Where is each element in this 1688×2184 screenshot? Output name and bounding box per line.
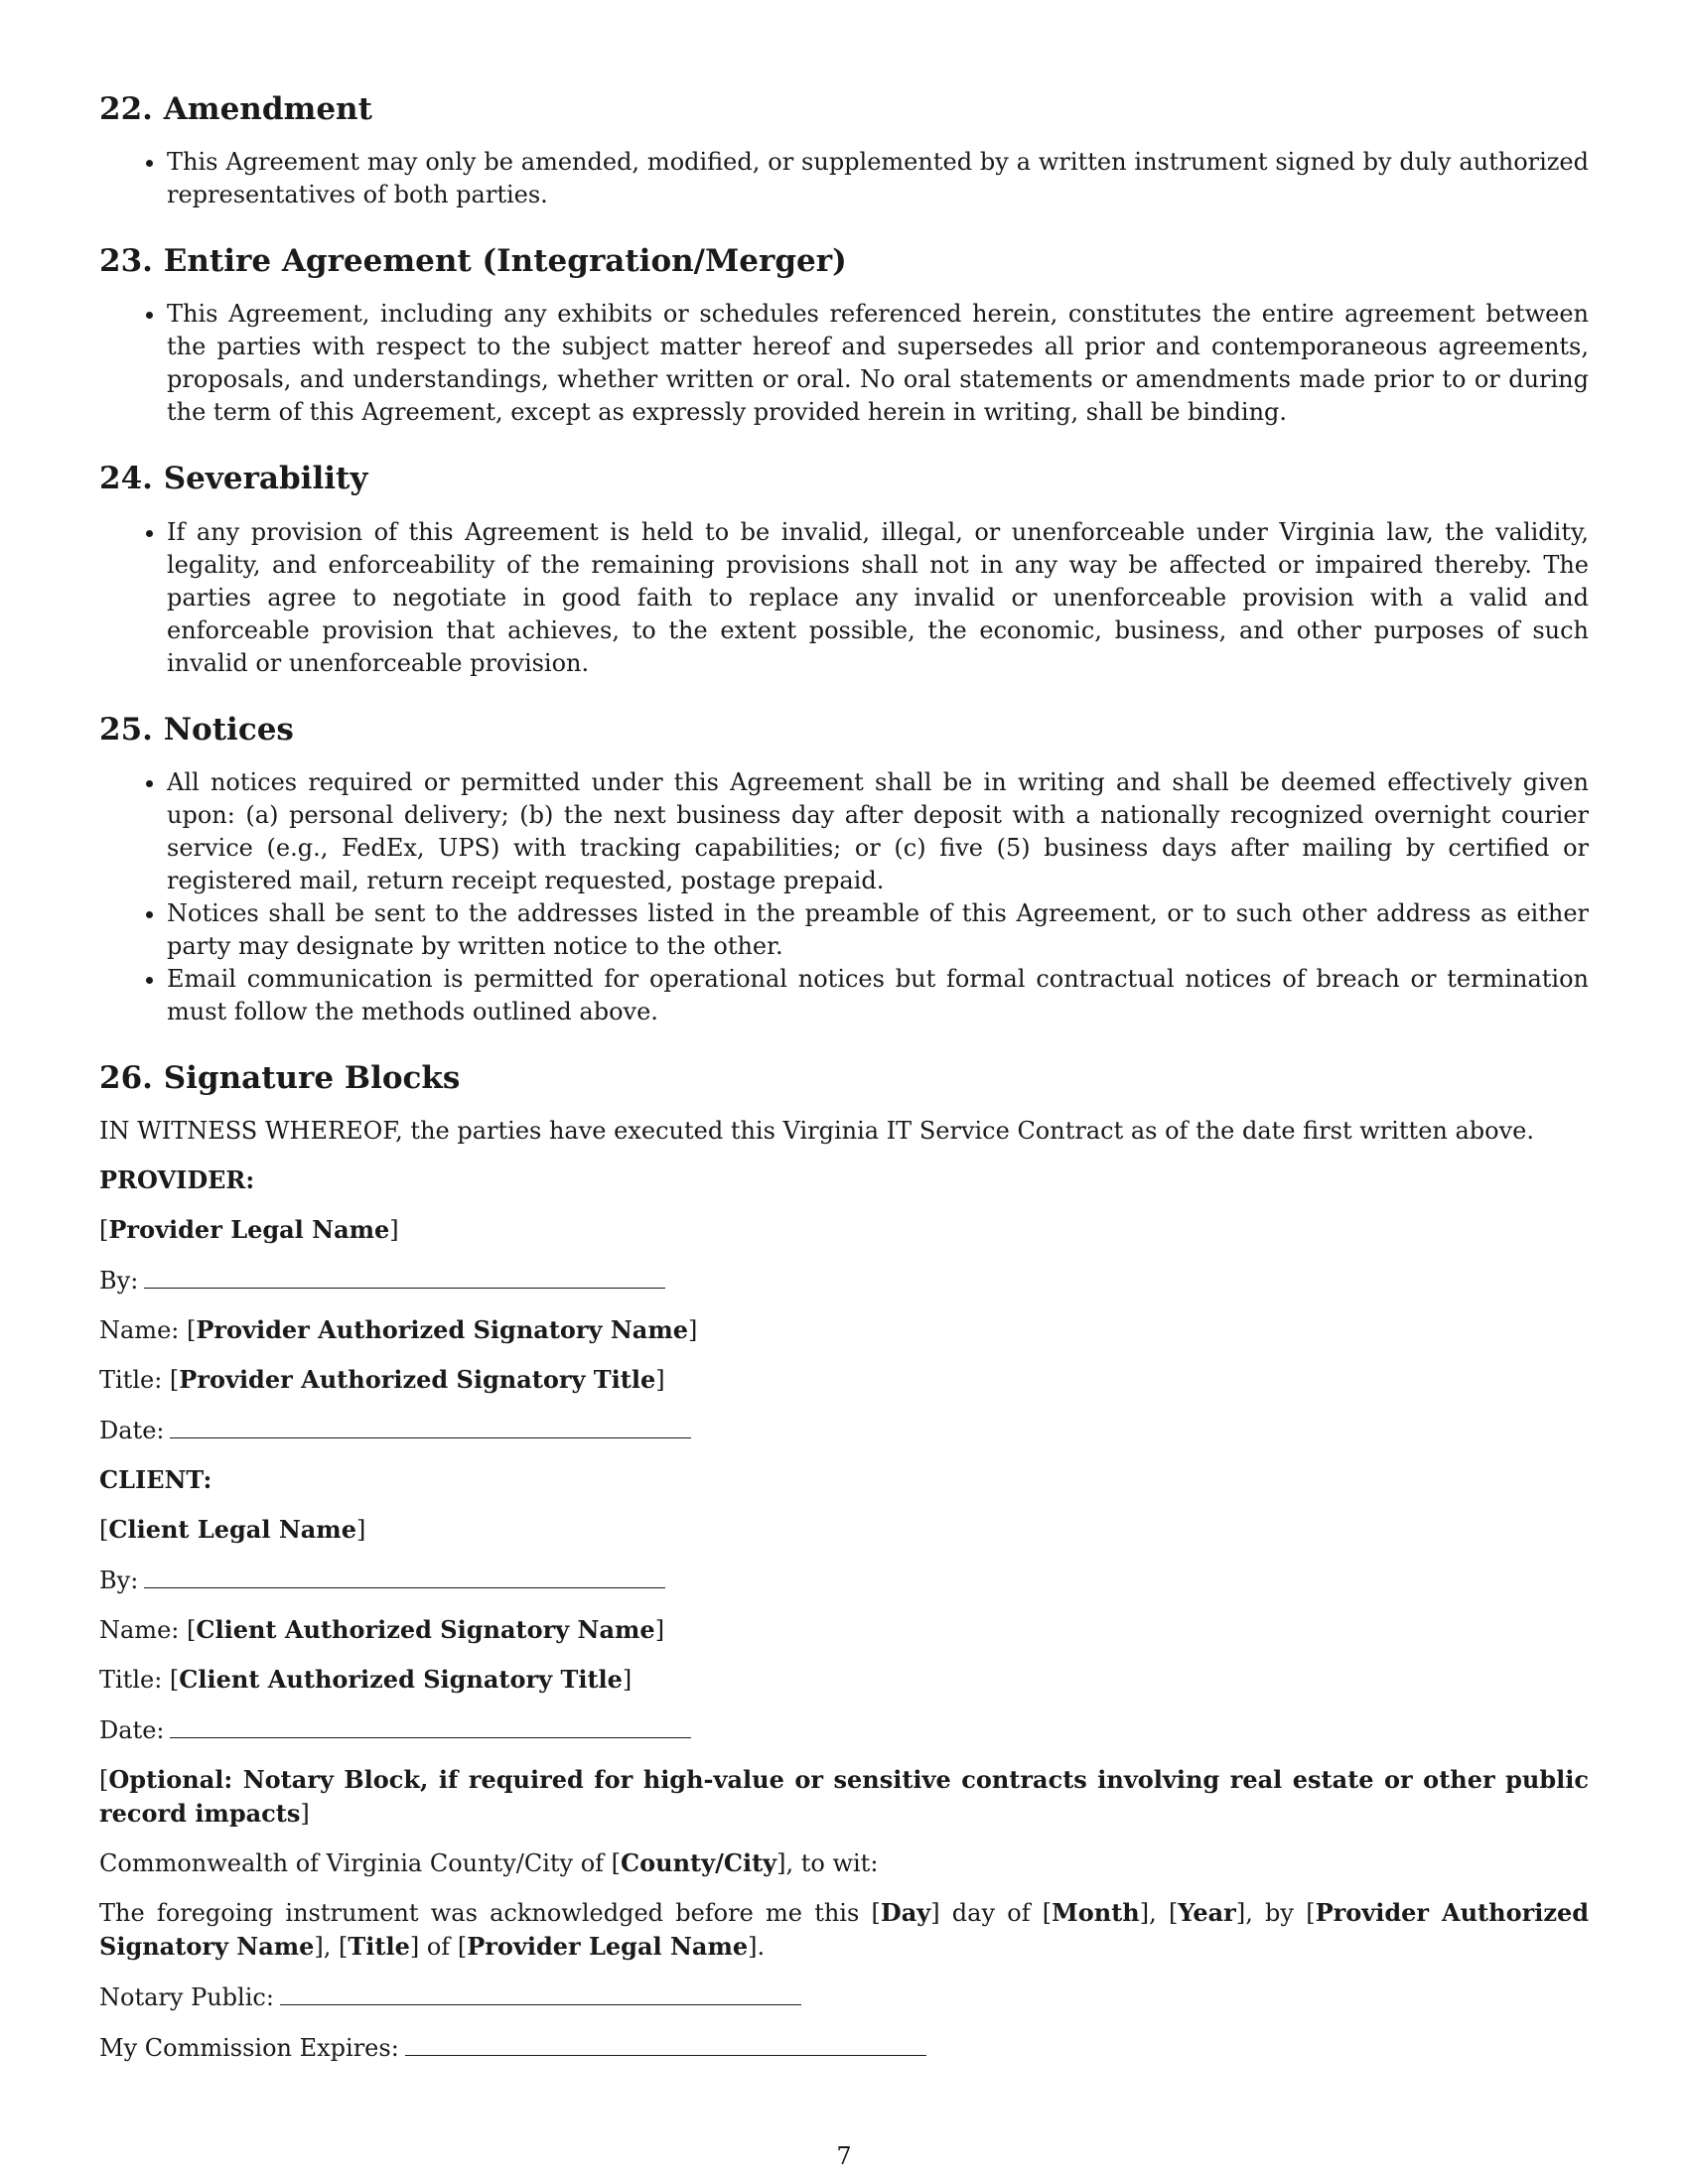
client-date-line: Date:: [99, 1712, 1589, 1747]
list-item: • This Agreement may only be amended, modified, or supplemented by a written instrument signed by duly authorized representatives of both parties.: [167, 146, 1589, 211]
provider-date-line: Date:: [99, 1413, 1589, 1447]
section-title: 23. Entire Agreement (Integration/Merger): [99, 243, 847, 280]
section-severability: [99, 461, 1589, 679]
signature-line[interactable]: [144, 1563, 665, 1588]
section-signature-blocks: [99, 1060, 1589, 2065]
provider-name-line: Name: [Provider Authorized Signatory Name]: [99, 1314, 698, 1344]
section-entire-agreement: [99, 243, 1589, 429]
date-line[interactable]: [405, 2030, 926, 2056]
signature-line[interactable]: [144, 1263, 665, 1289]
document-page: [99, 91, 1589, 2081]
date-line[interactable]: [170, 1712, 691, 1738]
notary-county-line: Commonwealth of Virginia County/City of [County/City], to wit:: [99, 1847, 879, 1877]
client-legal-name: [Client Legal Name]: [99, 1514, 366, 1544]
list-item: • This Agreement, including any exhibits or schedules referenced herein, constitutes the entire agreement between the parties with respect to the subject matter hereof and supersedes all prior and contemporaneous agreements, proposals, and understandings, whether written or oral. No oral statements or amendments made prior to or during the term of this Agreement, except as expressly provided herein in writing, shall be binding.: [167, 298, 1589, 429]
notary-heading: [Optional: Notary Block, if required for high-value or sensitive contracts involving real estate or other public record impacts]: [99, 1764, 1589, 1828]
provider-heading: PROVIDER:: [99, 1164, 255, 1194]
client-name-line: Name: [Client Authorized Signatory Name]: [99, 1614, 665, 1644]
list-item: • Notices shall be sent to the addresses listed in the preamble of this Agreement, or to such other address as either party may designate by written notice to the other.: [167, 897, 1589, 963]
provider-legal-name: [Provider Legal Name]: [99, 1214, 399, 1244]
notary-acknowledgment: The foregoing instrument was acknowledged before me this [Day] day of [Month], [Year], by [Provider Authorized Signatory Name], [Title] of [Provider Legal Name].: [99, 1897, 1590, 1961]
list-item: • If any provision of this Agreement is held to be invalid, illegal, or unenforceable under Virginia law, the validity, legality, and enforceability of the remaining provisions shall not in any way be affected or impaired thereby. The parties agree to negotiate in good faith to replace any invalid or unenforceable provision with a valid and enforceable provision that achieves, to the extent possible, the economic, business, and other purposes of such invalid or unenforceable provision.: [167, 516, 1589, 680]
section-title: 25. Notices: [99, 711, 294, 748]
commission-expires-line: My Commission Expires:: [99, 2030, 1589, 2065]
client-heading: CLIENT:: [99, 1464, 212, 1494]
client-by-line: By:: [99, 1563, 1589, 1597]
section-notices: [99, 712, 1589, 1028]
provider-title-line: Title: [Provider Authorized Signatory Title]: [99, 1364, 665, 1394]
bullet-list: [99, 516, 1589, 680]
date-line[interactable]: [170, 1413, 691, 1438]
bullet-list: [99, 298, 1589, 429]
list-item: • All notices required or permitted under this Agreement shall be in writing and shall be deemed effectively given upon: (a) personal delivery; (b) the next business day after deposit with a nationally recognized overnight courier service (e.g., FedEx, UPS) with tracking capabilities; or (c) five (5) business days after mailing by certified or registered mail, return receipt requested, postage prepaid.: [167, 766, 1589, 897]
bullet-list: [99, 146, 1589, 211]
witness-clause: IN WITNESS WHEREOF, the parties have executed this Virginia IT Service Contract as of the date first written above.: [99, 1116, 1535, 1145]
notary-public-line: Notary Public:: [99, 1979, 1589, 2014]
bullet-list: [99, 766, 1589, 1028]
page-number: 7: [836, 2142, 852, 2170]
signature-line[interactable]: [280, 1979, 801, 2005]
section-title: 26. Signature Blocks: [99, 1059, 461, 1096]
section-amendment: [99, 91, 1589, 211]
section-title: 22. Amendment: [99, 91, 372, 127]
provider-by-line: By:: [99, 1263, 1589, 1297]
section-title: 24. Severability: [99, 461, 368, 497]
list-item: • Email communication is permitted for operational notices but formal contractual notices of breach or termination must follow the methods outlined above.: [167, 963, 1589, 1028]
client-title-line: Title: [Client Authorized Signatory Title]: [99, 1664, 633, 1694]
